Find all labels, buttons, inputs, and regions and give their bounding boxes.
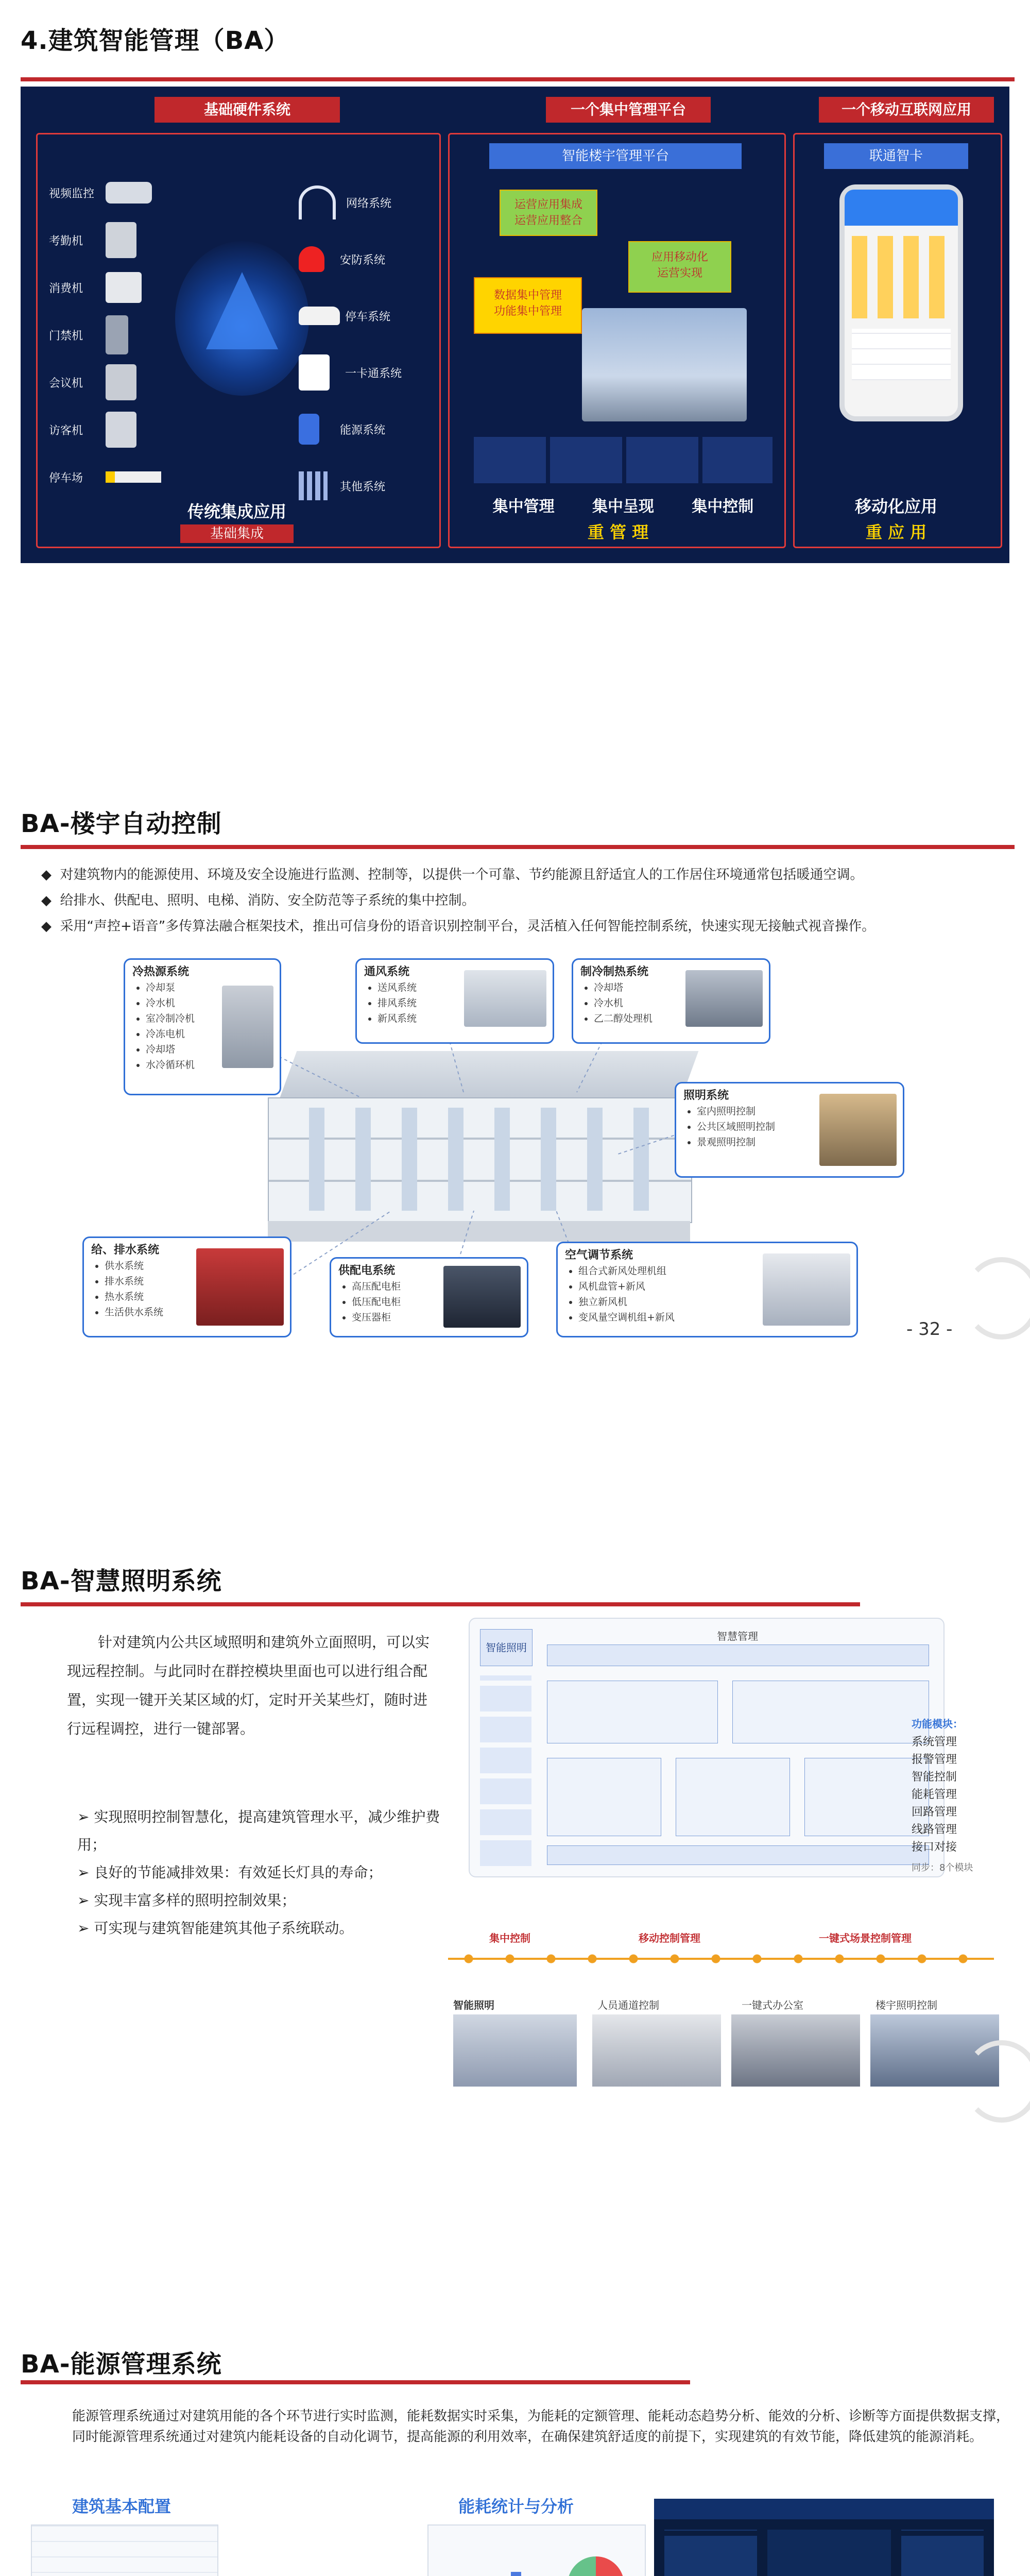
phone-list xyxy=(852,329,951,380)
stat-bar xyxy=(511,2572,521,2576)
card-item: • 高压配电柜 xyxy=(352,1279,522,1294)
card-item: • 公共区域照明控制 xyxy=(697,1119,898,1134)
door-device-icon xyxy=(106,315,128,354)
arch-left-column xyxy=(480,1675,531,1866)
bullet-1: ◆ 对建筑物内的能源使用、环境及安全设施进行监测、控制等，以提供一个可靠、节约能源且舒适宜人的工作居住环境通常包括暖通空调。 xyxy=(41,867,864,883)
slide-energy-management xyxy=(0,2334,1030,2576)
intro-paragraph: 针对建筑内公共区域照明和建筑外立面照明，可以实现远程控制。与此同时在群控模块里面也可以进行组合配置，实现一键开关某区域的灯，定时开关某些灯，随时进行远程调控，进行一键部署。 xyxy=(67,1634,430,1737)
arch-row-4 xyxy=(547,1845,929,1865)
card-item: • 冷却塔 xyxy=(594,980,764,995)
app-title: 联通智卡 xyxy=(824,143,968,169)
slide-title: BA-能源管理系统 xyxy=(21,2350,222,2379)
label-network: 网络系统 xyxy=(346,197,392,210)
photo-label: 智能照明 xyxy=(453,1999,494,2011)
phone-mockup xyxy=(839,184,963,421)
pos-device-icon xyxy=(106,272,142,303)
card-title: 供配电系统 xyxy=(338,1264,396,1277)
card-item: • 独立新风机 xyxy=(578,1294,851,1310)
arch-top-left: 智能照明 xyxy=(480,1629,533,1666)
card-title: 照明系统 xyxy=(683,1089,729,1102)
title-underline xyxy=(21,2380,690,2384)
card-item: • 风机盘管+新风 xyxy=(578,1279,851,1294)
wifi-icon xyxy=(299,185,336,219)
bottom-tags xyxy=(474,494,772,516)
benefit-item: ➢ 良好的节能减排效果：有效延长灯具的寿命； xyxy=(77,1864,383,1881)
function-item: 接口对接 xyxy=(912,1841,957,1854)
equipment-photo xyxy=(196,1248,284,1326)
photo-label: 人员通道控制 xyxy=(597,1999,659,2011)
card-item: • 供水系统 xyxy=(105,1258,285,1274)
card-item: • 排水系统 xyxy=(105,1274,285,1289)
tag-centralized-management: 集中管理 xyxy=(492,498,555,516)
alarm-light-icon xyxy=(299,246,324,272)
card-item: • 低压配电柜 xyxy=(352,1294,522,1310)
mobile-tag: 移动化应用 xyxy=(854,497,937,516)
card-title: 给、排水系统 xyxy=(91,1244,160,1257)
subsystem-card-cooling-heating xyxy=(572,958,770,1044)
subsystem-card-heat-cold xyxy=(124,958,281,1095)
equipment-photo xyxy=(222,986,273,1068)
benefit-list xyxy=(77,1803,453,1942)
card-item: • 送风系统 xyxy=(377,980,547,995)
function-item: 系统管理 xyxy=(912,1736,957,1749)
card-title: 空气调节系统 xyxy=(565,1249,633,1262)
card-item: • 热水系统 xyxy=(105,1289,285,1304)
card-icon xyxy=(299,354,330,391)
benefit-text: 实现照明控制智慧化，提高建筑管理水平，减少维护费用； xyxy=(77,1808,440,1853)
card-item: • 水冷循环机 xyxy=(146,1057,274,1073)
platform-box-1: 运营应用集成 运营应用整合 xyxy=(500,190,597,236)
bullet-3: ◆ 采用“声控+语音”多传算法融合框架技术，推出可信身份的语音识别控制平台，灵活植入任何智能控制系统，快速实现无接触式视音操作。 xyxy=(41,919,876,934)
network-pyramid xyxy=(206,272,278,349)
arch-row-3b xyxy=(676,1758,790,1836)
slide-smart-lighting xyxy=(0,1561,1030,2128)
header-hardware: 基础硬件系统 xyxy=(154,97,340,123)
equipment-photo xyxy=(443,1266,521,1328)
slide-title: 4.建筑智能管理（BA） xyxy=(21,26,289,55)
bullet-2: ◆ 给排水、供配电、照明、电梯、消防、安全防范等子系统的集中控制。 xyxy=(41,893,475,908)
label-door: 门禁机 xyxy=(49,329,83,343)
tag-centralized-control: 集中控制 xyxy=(692,498,754,516)
control-timeline xyxy=(448,1922,994,1999)
benefit-text: 良好的节能减排效果：有效延长灯具的寿命； xyxy=(94,1864,383,1881)
label-energy: 能源系统 xyxy=(340,423,386,437)
timeline-dots xyxy=(448,1954,994,1964)
photo-label: 楼宇照明控制 xyxy=(876,1999,937,2011)
bullet-1-text: 对建筑物内的能源使用、环境及安全设施进行监测、控制等，以提供一个可靠、节约能源且舒适宜人的工作居住环境通常包括暖通空调。 xyxy=(60,867,864,883)
label-parking: 停车场 xyxy=(49,471,83,485)
arch-row-2b xyxy=(732,1681,929,1743)
screenshot-statistics xyxy=(427,2524,646,2576)
photo-row xyxy=(453,1999,1009,2102)
benefit-text: 可实现与建筑智能建筑其他子系统联动。 xyxy=(94,1920,354,1937)
label-others: 其他系统 xyxy=(340,480,386,494)
card-item: • 冷水机 xyxy=(594,995,764,1011)
label-consume: 消费机 xyxy=(49,282,83,295)
bottom-main-application: 重 应 用 xyxy=(865,522,927,542)
header-platform: 一个集中管理平台 xyxy=(546,97,711,123)
screenshot-config xyxy=(31,2524,218,2576)
equipment-photo xyxy=(464,970,546,1027)
equipment-photo xyxy=(763,1253,850,1326)
photo-1 xyxy=(453,2014,577,2087)
card-item: • 冷冻电机 xyxy=(146,1026,274,1042)
arch-row-2a xyxy=(547,1681,718,1743)
phone-header xyxy=(845,190,958,226)
slide-title: BA-楼宇自动控制 xyxy=(21,809,222,838)
subsystem-card-water xyxy=(82,1236,291,1337)
card-item: • 室内照明控制 xyxy=(697,1104,898,1119)
attendance-device-icon xyxy=(106,222,136,258)
subsystem-card-lighting xyxy=(675,1082,904,1178)
slide-building-automation xyxy=(0,762,1030,1355)
benefit-item: ➢ 实现丰富多样的照明控制效果； xyxy=(77,1892,296,1909)
phone-app-grid xyxy=(852,236,951,318)
equipment-photo xyxy=(685,970,763,1027)
equipment-photo xyxy=(819,1094,897,1166)
slide-ba-overview xyxy=(0,0,1030,582)
stat-pie xyxy=(568,2556,624,2576)
power-plug-icon xyxy=(299,414,319,445)
dashboard-left-panels xyxy=(664,2530,757,2576)
page-number: - 32 - xyxy=(906,1319,953,1340)
arch-row-3c xyxy=(804,1758,929,1836)
card-item: • 新风系统 xyxy=(377,1011,547,1026)
card-item: • 生活供水系统 xyxy=(105,1304,285,1320)
label-video: 视频监控 xyxy=(49,187,95,200)
function-item: 能耗管理 xyxy=(912,1788,957,1801)
label-meeting: 会议机 xyxy=(49,377,83,390)
function-item: 线路管理 xyxy=(912,1823,957,1836)
title-underline xyxy=(21,1602,860,1606)
car-icon xyxy=(299,307,340,325)
platform-title: 智能楼宇管理平台 xyxy=(489,143,742,169)
platform-box-2: 应用移动化 运营实现 xyxy=(628,241,731,293)
label-building-config: 建筑基本配置 xyxy=(72,2497,171,2516)
platform-dashboard-thumbs xyxy=(474,437,772,483)
arch-row-1 xyxy=(547,1645,929,1666)
function-item: 智能控制 xyxy=(912,1771,957,1784)
card-title: 通风系统 xyxy=(364,965,410,978)
label-security: 安防系统 xyxy=(340,253,386,267)
function-item: 报警管理 xyxy=(912,1753,957,1766)
tag-centralized-display: 集中呈现 xyxy=(592,498,654,516)
card-title: 冷热源系统 xyxy=(132,965,190,978)
foundation-label: 基础集成 xyxy=(180,524,294,543)
visitor-device-icon xyxy=(106,412,136,448)
card-item: • 冷水机 xyxy=(146,995,274,1011)
function-title: 功能模块： xyxy=(912,1718,963,1730)
label-attendance: 考勤机 xyxy=(49,234,83,248)
arch-row-3a xyxy=(547,1758,661,1836)
card-item: • 室冷制冷机 xyxy=(146,1011,274,1026)
function-modules xyxy=(912,1716,1015,1874)
title-underline xyxy=(21,77,1015,81)
photo-2 xyxy=(592,2014,721,2087)
label-visitor: 访客机 xyxy=(49,424,83,437)
card-item: • 冷却泵 xyxy=(146,980,274,995)
header-mobile: 一个移动互联网应用 xyxy=(819,97,994,123)
photo-3 xyxy=(731,2014,860,2087)
dashboard-header xyxy=(654,2499,994,2519)
card-item: • 变风量空调机组+新风 xyxy=(578,1310,851,1325)
timeline-label: 移动控制管理 xyxy=(639,1932,700,1944)
label-energy-statistics: 能耗统计与分析 xyxy=(458,2497,574,2516)
benefit-item: ➢ 可实现与建筑智能建筑其他子系统联动。 xyxy=(77,1920,354,1937)
system-labels-mid xyxy=(299,174,433,514)
bullet-2-text: 给排水、供配电、照明、电梯、消防、安全防范等子系统的集中控制。 xyxy=(60,893,475,908)
intro-paragraph: 能源管理系统通过对建筑用能的各个环节进行实时监测，能耗数据实时采集，为能耗的定额管理、能耗动态趋势分析、能效的分析、诊断等方面提供数据支撑，同时能源管理系统通过对建筑内能耗设备的自动化调节，提高能源的利用效率，在确保建筑舒适度的前提下，实现建筑的有效节能，降低建筑的能源消耗。 xyxy=(72,2409,1010,2445)
bullet-3-text: 采用“声控+语音”多传算法融合框架技术，推出可信身份的语音识别控制平台，灵活植入任何智能控制系统，快速实现无接触式视音操作。 xyxy=(60,919,876,934)
device-labels-left xyxy=(49,169,173,501)
subsystem-card-power xyxy=(330,1257,528,1337)
barrier-gate-icon xyxy=(106,471,161,483)
card-item: • 冷却塔 xyxy=(146,1042,274,1057)
camera-icon xyxy=(106,182,152,204)
timeline-label: 一键式场景控制管理 xyxy=(819,1932,912,1944)
label-card: 一卡通系统 xyxy=(345,367,402,380)
benefit-item: ➢ 实现照明控制智慧化，提高建筑管理水平，减少维护费用； xyxy=(77,1808,440,1853)
integration-label: 传统集成应用 xyxy=(187,502,286,521)
subsystem-card-ventilation xyxy=(355,958,554,1044)
label-parking-system: 停车系统 xyxy=(345,310,391,324)
card-item: • 乙二醇处理机 xyxy=(594,1011,764,1026)
dashboard-center-chart xyxy=(767,2530,891,2576)
timeline-label: 集中控制 xyxy=(489,1932,530,1944)
architecture-diagram xyxy=(21,87,1009,563)
energy-product-montage xyxy=(31,2494,649,2576)
card-item: • 变压器柜 xyxy=(352,1310,522,1325)
benefit-text: 实现丰富多样的照明控制效果； xyxy=(94,1892,296,1909)
bottom-main-management: 重 管 理 xyxy=(587,522,649,542)
function-item: 回路管理 xyxy=(912,1806,957,1819)
grid-icon xyxy=(299,471,328,500)
arch-title: 智慧管理 xyxy=(717,1630,758,1642)
dashboard-right-panels xyxy=(901,2530,984,2576)
card-item: • 景观照明控制 xyxy=(697,1134,898,1150)
lighting-architecture-diagram xyxy=(469,1618,945,1877)
meeting-device-icon xyxy=(106,364,136,400)
function-more: 同步：8个模块 xyxy=(912,1862,973,1873)
platform-box-3: 数据集中管理 功能集中管理 xyxy=(474,277,582,334)
card-item: • 组合式新风处理机组 xyxy=(578,1263,851,1279)
card-item: • 排风系统 xyxy=(377,995,547,1011)
slide-title: BA-智慧照明系统 xyxy=(21,1567,222,1596)
subsystem-card-air-conditioning xyxy=(556,1242,858,1337)
energy-dashboard-screenshot xyxy=(654,2499,994,2576)
platform-building-render xyxy=(582,308,747,421)
photo-label: 一键式办公室 xyxy=(742,1999,803,2011)
card-title: 制冷制热系统 xyxy=(580,965,649,978)
